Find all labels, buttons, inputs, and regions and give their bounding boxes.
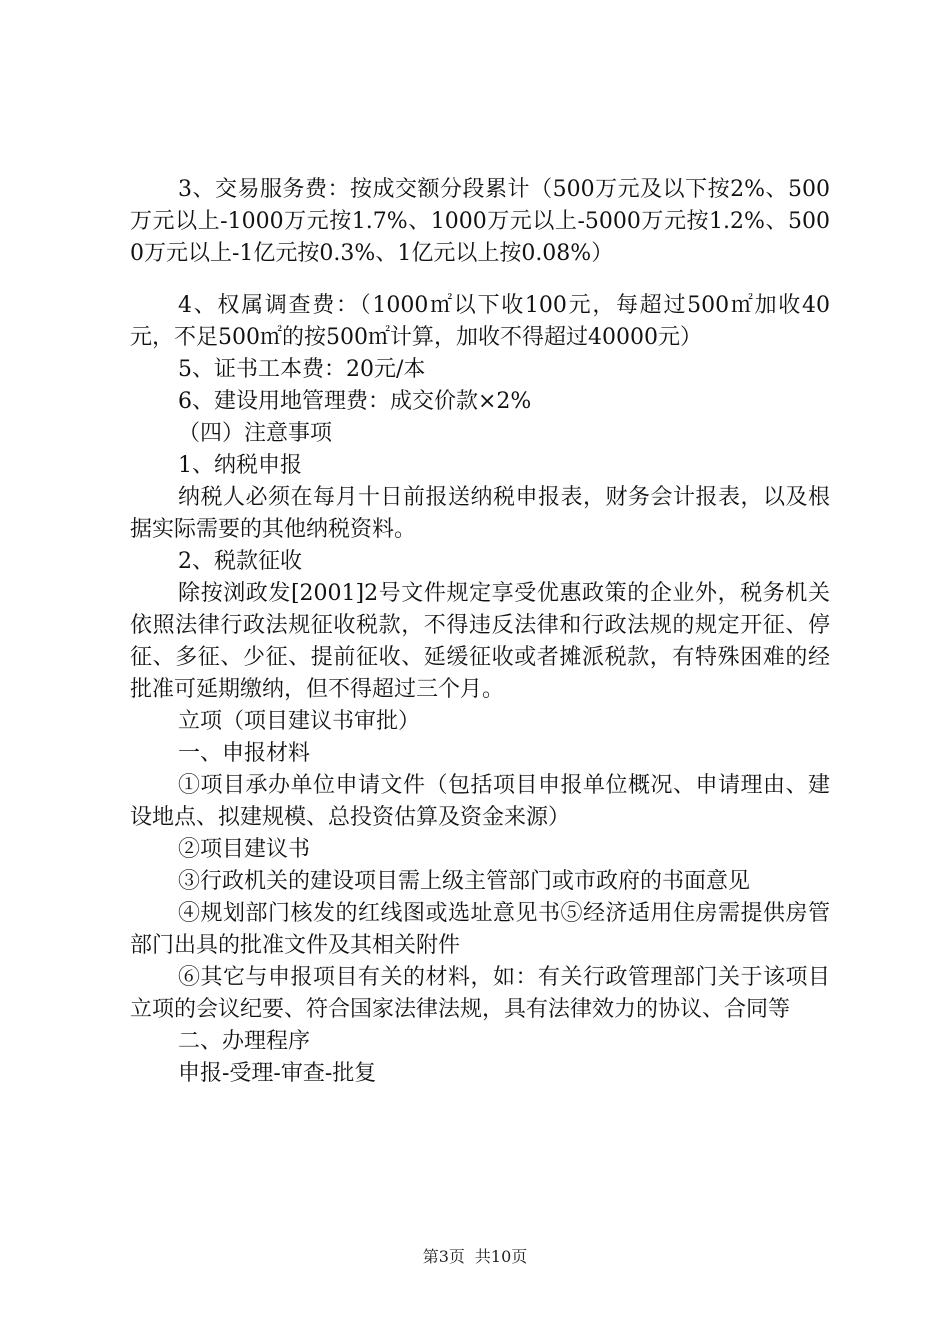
subheading-procedure: 二、办理程序: [178, 1029, 311, 1054]
list-item-material-2: ②项目建议书: [178, 837, 311, 862]
subheading-tax-collection: 2、税款征收: [178, 549, 302, 574]
list-item-material-3: ③行政机关的建设项目需上级主管部门或市政府的书面意见: [178, 869, 751, 894]
paragraph-transaction-fee: 3、交易服务费：按成交额分段累计（500万元及以下按2%、500万元以上-1000万元按1.7%、1000万元以上-5000万元按1.2%、5000万元以上-1亿元按0.3%、1亿元以上按0.08%）: [130, 177, 830, 266]
page-footer: [0, 1244, 950, 1267]
paragraph-tax-collection: 除按浏政发[2001]2号文件规定享受优惠政策的企业外，税务机关依照法律行政法规征收税款，不得违反法律和行政法规的规定开征、停征、多征、少征、提前征收、延缓征收或者摊派税款，有特殊困难的经批准可延期缴纳，但不得超过三个月。: [130, 581, 830, 702]
list-item-material-1: ①项目承办单位申请文件（包括项目申报单位概况、申请理由、建设地点、拟建规模、总投资估算及资金来源）: [130, 773, 830, 830]
paragraph-procedure-steps: 申报-受理-审查-批复: [178, 1061, 377, 1086]
page-total: 共10页: [474, 1247, 528, 1266]
section-heading-notes: （四）注意事项: [178, 421, 333, 446]
paragraph-tax-declaration: 纳税人必须在每月十日前报送纳税申报表，财务会计报表，以及根据实际需要的其他纳税资料。: [130, 485, 830, 542]
list-item-material-6: ⑥其它与申报项目有关的材料，如：有关行政管理部门关于该项目立项的会议纪要、符合国家法律法规，具有法律效力的协议、合同等: [130, 965, 830, 1022]
subheading-application-materials: 一、申报材料: [178, 741, 311, 766]
paragraph-land-management-fee: 6、建设用地管理费：成交价款×2%: [178, 389, 532, 414]
subheading-tax-declaration: 1、纳税申报: [178, 453, 302, 478]
paragraph-certificate-fee: 5、证书工本费：20元/本: [178, 357, 426, 382]
paragraph-survey-fee: 4、权属调查费：（1000㎡以下收100元，每超过500㎡加收40元，不足500㎡的按500㎡计算，加收不得超过40000元）: [130, 293, 830, 350]
list-item-material-4-5: ④规划部门核发的红线图或选址意见书⑤经济适用住房需提供房管部门出具的批准文件及其相关附件: [130, 901, 830, 958]
section-heading-project-approval: 立项（项目建议书审批）: [178, 709, 421, 734]
document-body: [130, 174, 830, 1090]
page-number: 第3页: [422, 1247, 465, 1266]
